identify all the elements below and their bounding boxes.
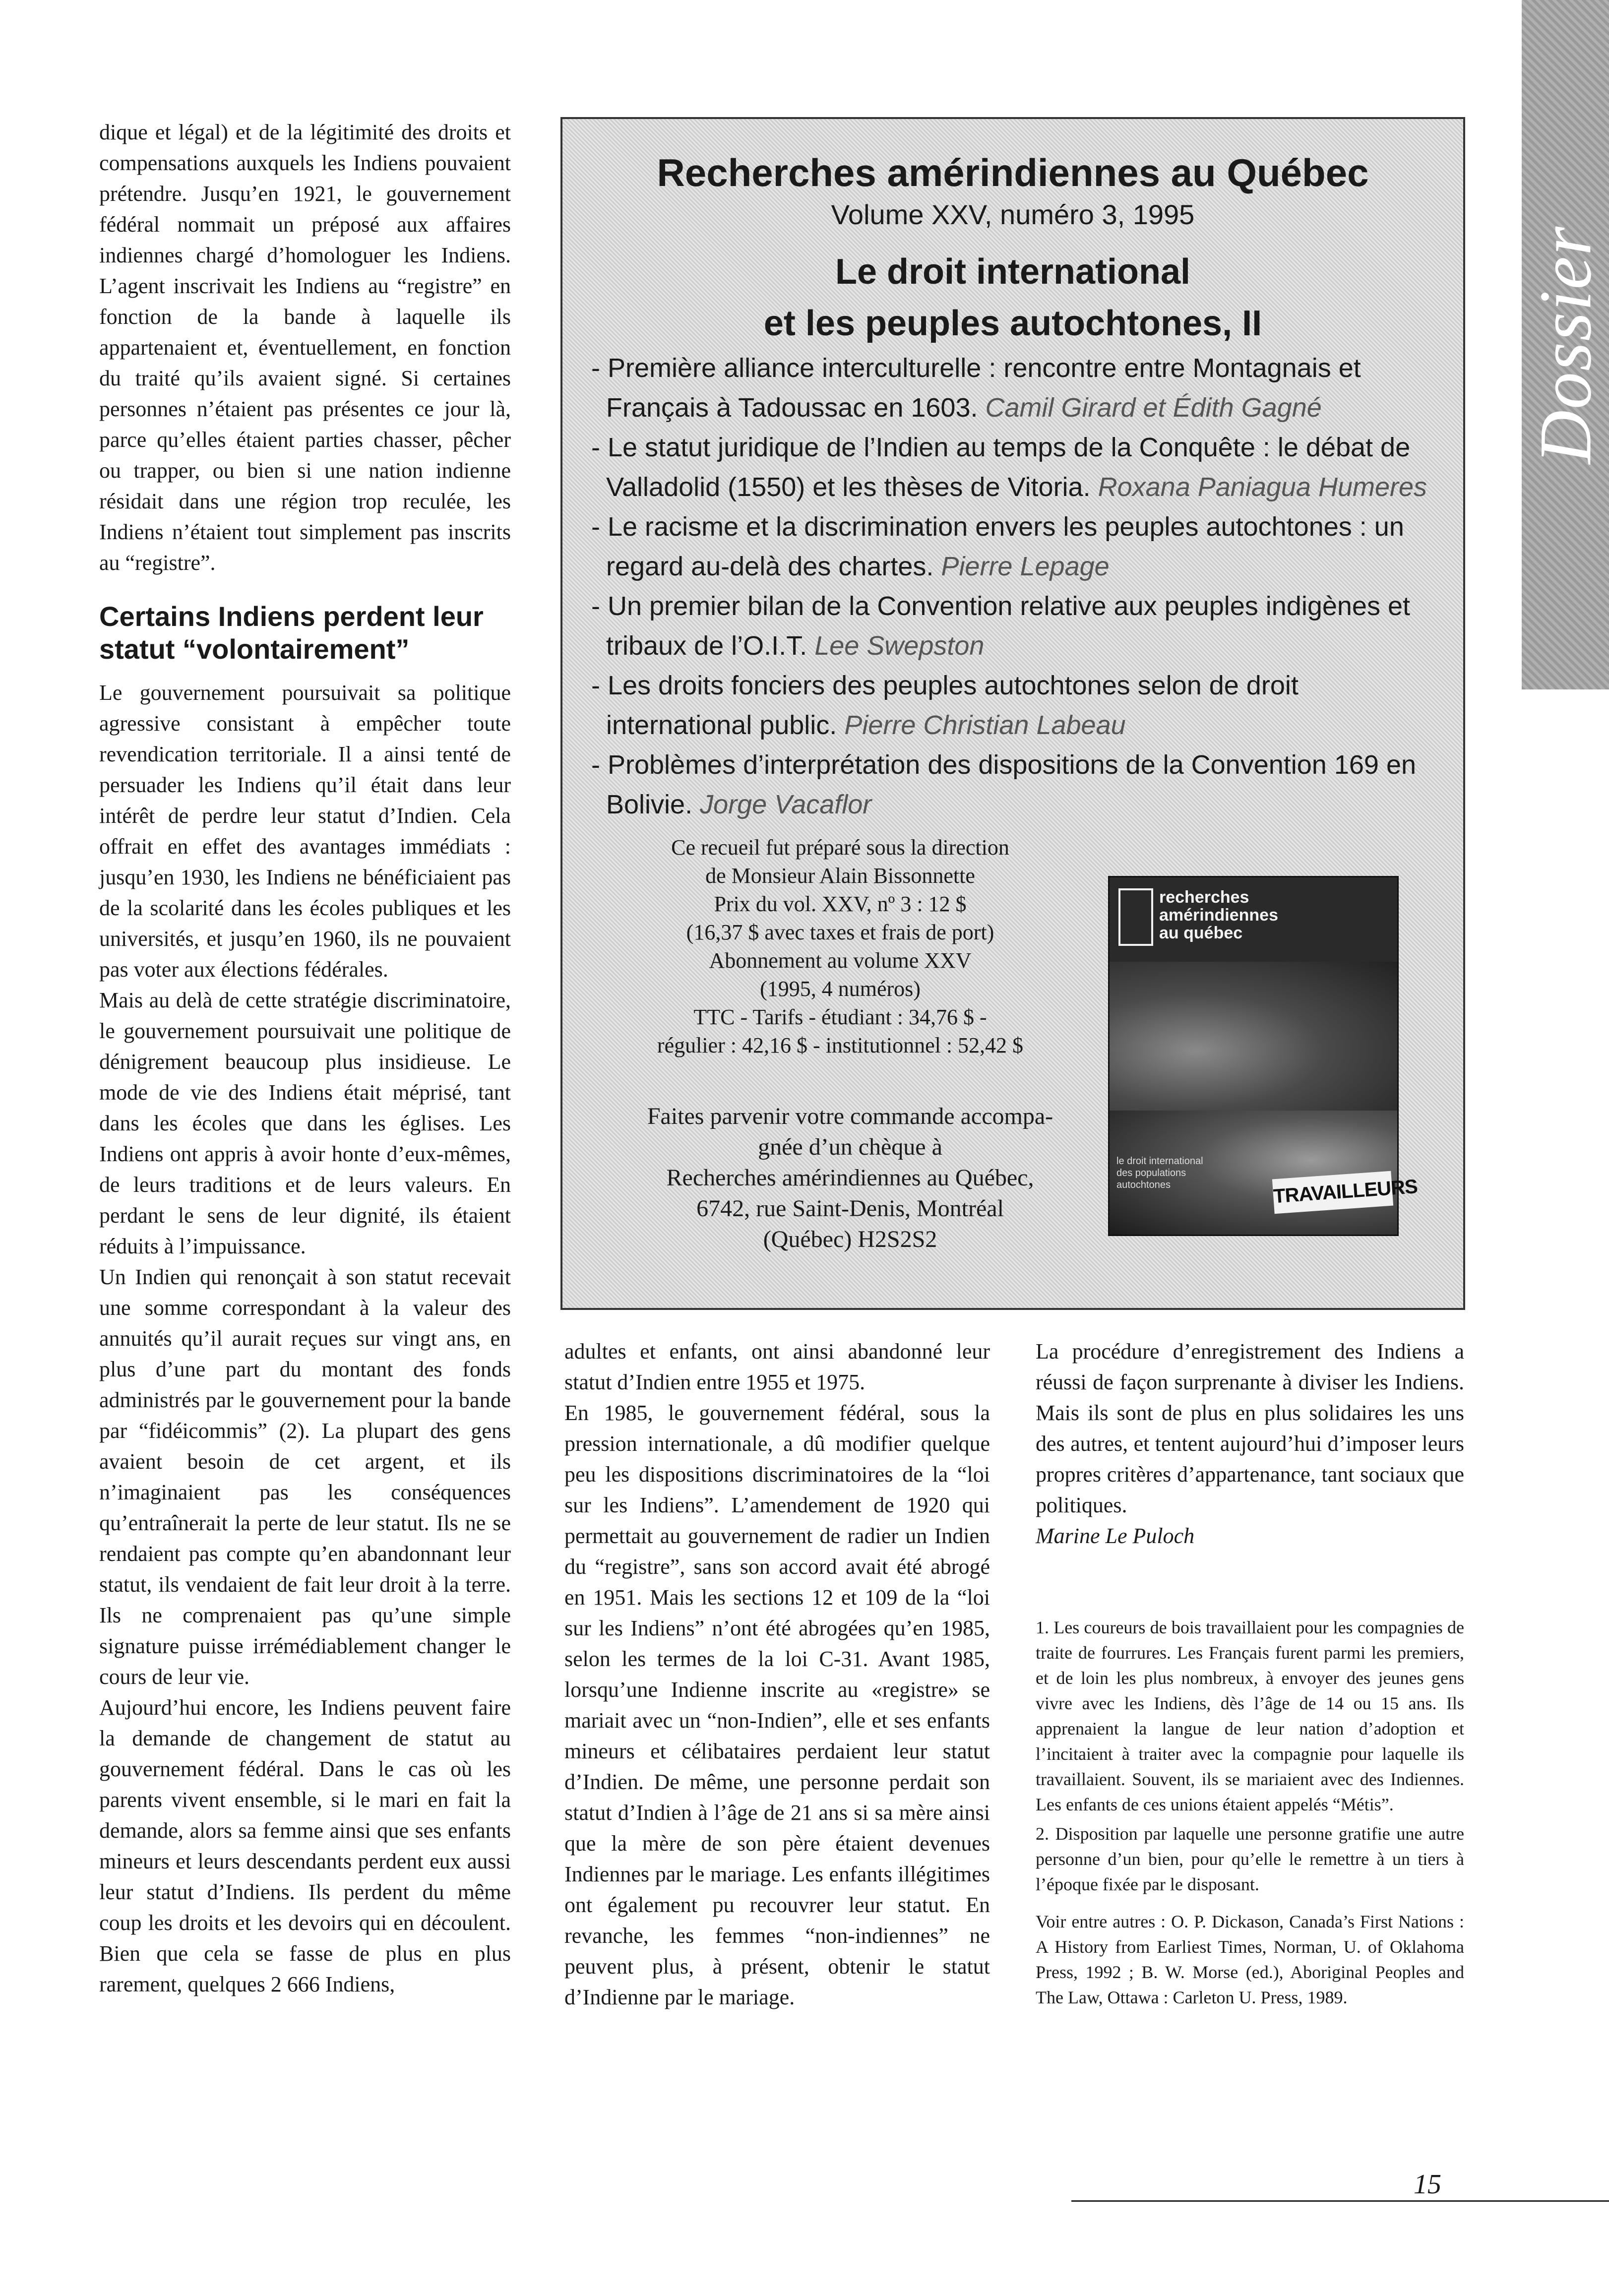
section-heading: Certains Indiens perdent leur statut “volontairement”	[99, 601, 484, 665]
footnote: 1. Les coureurs de bois travaillaient pour les compagnies de traite de fourrures. Les Français furent parmi les premiers, et de loin les plus nombreux, à envoyer des jeunes gens vivre avec les Indiens, dès l’âge de 14 ou 15 ans. Ils apprenaient la langue de leur nation d’adoption et l’incitaient à traiter avec la compagnie pour laquelle ils travaillaient. Souvent, ils se mariaient avec des Indiennes. Les enfants de ces unions étaient appelés “Métis”.	[1036, 1617, 1464, 1814]
cover-photo	[1110, 962, 1397, 1111]
article-author: Pierre Lepage	[941, 552, 1110, 581]
journal-logo-icon	[1118, 888, 1153, 946]
footnotes	[1036, 1615, 1464, 2014]
article-author: Jorge Vacaflor	[700, 790, 872, 819]
article-item	[591, 348, 1443, 428]
article-author: Roxana Paniagua Humeres	[1098, 472, 1427, 502]
issue-subtitle-line: et les peuples autochtones, II	[763, 304, 1262, 343]
column-1	[99, 117, 511, 2000]
article-item	[591, 745, 1443, 824]
issue-subtitle	[562, 246, 1463, 349]
journal-advertisement-box	[560, 117, 1465, 1310]
issue-subtitle-line: Le droit international	[835, 252, 1191, 292]
page-number-rule	[1071, 2200, 1609, 2202]
col1-paragraph: dique et légal) et de la légitimité des droits et compensations auxquels les Indiens pouvaient prétendre. Jusqu’en 1921, le gouvernement fédéral nommait un préposé aux affaires indiennes chargé d’homologuer les Indiens. L’agent inscrivait les Indiens au “registre” en fonction de la bande à laquelle ils appartenaient et, éventuellement, en fonction du traité qu’ils avaient signé. Si certaines personnes n’étaient pas présentes ce jour là, parce qu’elles étaient parties chasser, pêcher ou trapper, ou bien si une nation indienne résidait dans une région trop reculée, les Indiens n’étaient tout simplement pas inscrits au “registre”.	[99, 120, 511, 575]
contact-line: 6742, rue Saint-Denis, Montréal	[696, 1195, 1004, 1222]
order-line: Abonnement au volume XXV	[709, 948, 972, 973]
contact-line: gnée d’un chèque à	[758, 1134, 942, 1160]
col2-paragraph: En 1985, le gouvernement fédéral, sous la pression internationale, a dû modifier quelque peu les dispositions discriminatoires de la “loi sur les Indiens”. L’amendement de 1920 qui permettait au gouvernement de radier un Indien du “registre”, sans son accord avait été abrogé en 1951. Mais les sections 12 et 109 de la “loi sur les Indiens” n’ont été abrogées qu’en 1985, selon les termes de la loi C-31. Avant 1985, lorsqu’une Indienne inscrite au «registre» se mariait avec un “non-Indien”, elle et ses enfants mineurs et célibataires perdaient leur statut d’Indien. De même, une personne perdait son statut d’Indien à l’âge de 21 ans si sa mère ainsi que la mère de son père étaient devenues Indiennes par le mariage. Les enfants illégitimes ont également pu recouvrer leur statut. En revanche, les femmes “non-indiennes” ne peuvent plus, à présent, obtenir le statut d’Indienne par le mariage.	[564, 1401, 990, 2009]
author-signature: Marine Le Puloch	[1036, 1524, 1195, 1548]
cover-title-line: au québec	[1159, 924, 1243, 942]
article-author: Lee Swepston	[814, 631, 985, 661]
col1-paragraph: Un Indien qui renonçait à son statut recevait une somme correspondant à la valeur des annuités qu’il aurait reçues sur vingt ans, en plus d’une part du montant des fonds administrés par le gouvernement pour la bande par “fidéicommis” (2). La plupart des gens avaient besoin de cet argent, et ils n’imaginaient pas les conséquences qu’entraînerait la perte de leur statut. Ils ne se rendaient pas compte qu’en abandonnant leur statut, ils vendaient de fait leur droit à la terre. Ils ne comprenaient pas qu’une simple signature puisse irrémédiablement changer le cours de leur vie.	[99, 1265, 511, 1689]
footnote: 2. Disposition par laquelle une personne gratifie une autre personne d’un bien, pour qu’elle le remettre à un tiers à l’époque fixée par le disposant.	[1036, 1824, 1464, 1894]
col2-paragraph: adultes et enfants, ont ainsi abandonné leur statut d’Indien entre 1955 et 1975.	[564, 1339, 990, 1394]
article-item	[591, 666, 1443, 745]
order-info	[602, 833, 1078, 1059]
article-author: Camil Girard et Édith Gagné	[985, 393, 1322, 423]
journal-cover-image	[1108, 876, 1419, 1236]
article-text: - Le statut juridique de l’Indien au temps de la Conquête : le débat de Valladolid (1550) et les thèses de Vitoria.	[591, 433, 1411, 502]
order-line: Prix du vol. XXV, nº 3 : 12 $	[714, 892, 967, 916]
cover-title-line: amérindiennes	[1159, 906, 1278, 925]
cover-title	[1159, 888, 1278, 942]
article-author: Pierre Christian Labeau	[844, 710, 1126, 740]
journal-title: Recherches amérindiennes au Québec	[657, 151, 1369, 194]
page-number: 15	[1414, 2169, 1441, 2200]
cover-small-text: le droit international des populations autochtones	[1116, 1156, 1203, 1190]
dossier-side-tab	[1522, 0, 1609, 689]
contact-line: (Québec) H2S2S2	[763, 1226, 937, 1252]
order-line: (16,37 $ avec taxes et frais de port)	[686, 920, 994, 944]
references: Voir entre autres : O. P. Dickason, Canada’s First Nations : A History from Earliest Times, Norman, U. of Oklahoma Press, 1992 ; B. W. Morse (ed.), Aboriginal Peoples and The Law, Ottawa : Carleton U. Press, 1989.	[1036, 1912, 1464, 2007]
article-item	[591, 586, 1443, 666]
article-text: - Problèmes d’interprétation des dispositions de la Convention 169 en Bolivie.	[591, 750, 1417, 819]
article-list	[591, 348, 1443, 824]
column-2	[564, 1336, 990, 2013]
article-text: - Les droits fonciers des peuples autochtones selon de droit international public.	[591, 671, 1299, 740]
article-text: - Le racisme et la discrimination envers les peuples autochtones : un regard au-delà des chartes.	[591, 512, 1404, 581]
col1-paragraph: Le gouvernement poursuivait sa politique agressive consistant à empêcher toute revendication territoriale. Il a ainsi tenté de persuader les Indiens qu’il était dans leur intérêt de perdre leur statut d’Indien. Cela offrait en effet des avantages immédiats : jusqu’en 1930, les Indiens ne bénéficiaient pas de la scolarité dans les écoles publiques et les universités, et jusqu’en 1960, ils ne pouvaient pas voter aux élections fédérales.	[99, 681, 511, 982]
col3-paragraph: La procédure d’enregistrement des Indiens a réussi de façon surprenante à diviser les Indiens. Mais ils sont de plus en plus solidaires les uns des autres, et tentent aujourd’hui d’imposer leurs propres critères d’appartenance, tant sociaux que politiques.	[1036, 1339, 1464, 1517]
cover-stamp: TRAVAILLEURS	[1272, 1171, 1393, 1214]
contact-line: Recherches amérindiennes au Québec,	[666, 1165, 1034, 1191]
dossier-label: Dossier	[1524, 225, 1607, 464]
order-line: TTC - Tarifs - étudiant : 34,76 $ -	[693, 1005, 987, 1029]
journal-volume: Volume XXV, numéro 3, 1995	[831, 199, 1195, 230]
column-3	[1036, 1336, 1464, 1551]
article-item	[591, 507, 1443, 586]
article-item	[591, 428, 1443, 507]
order-line: régulier : 42,16 $ - institutionnel : 52,42 $	[657, 1033, 1024, 1057]
col1-paragraph: Mais au delà de cette stratégie discriminatoire, le gouvernement poursuivait une politique de dénigrement beaucoup plus insidieuse. Le mode de vie des Indiens était méprisé, tant dans les écoles que dans les églises. Les Indiens ont appris à avoir honte d’eux-mêmes, de leurs traditions et de leurs valeurs. En perdant le sens de leur dignité, ils étaient réduits à l’impuissance.	[99, 988, 511, 1258]
cover-title-line: recherches	[1159, 888, 1249, 907]
contact-line: Faites parvenir votre commande accompa-	[647, 1103, 1053, 1129]
contact-info	[602, 1101, 1098, 1255]
order-line: Ce recueil fut préparé sous la direction	[671, 835, 1009, 860]
article-text: - Première alliance interculturelle : rencontre entre Montagnais et Français à Tadoussac en 1603.	[591, 353, 1361, 423]
order-line: (1995, 4 numéros)	[760, 977, 921, 1001]
article-text: - Un premier bilan de la Convention relative aux peuples indigènes et tribaux de l’O.I.T.	[591, 591, 1410, 661]
col1-paragraph: Aujourd’hui encore, les Indiens peuvent faire la demande de changement de statut au gouvernement fédéral. Dans le cas où les parents vivent ensemble, si le mari en fait la demande, alors sa femme ainsi que ses enfants mineurs et leurs descendants perdent eux aussi leur statut d’Indiens. Ils perdent du même coup les droits et les devoirs qui en découlent. Bien que cela se fasse de plus en plus rarement, quelques 2 666 Indiens,	[99, 1695, 511, 1996]
order-line: de Monsieur Alain Bissonnette	[705, 864, 975, 888]
